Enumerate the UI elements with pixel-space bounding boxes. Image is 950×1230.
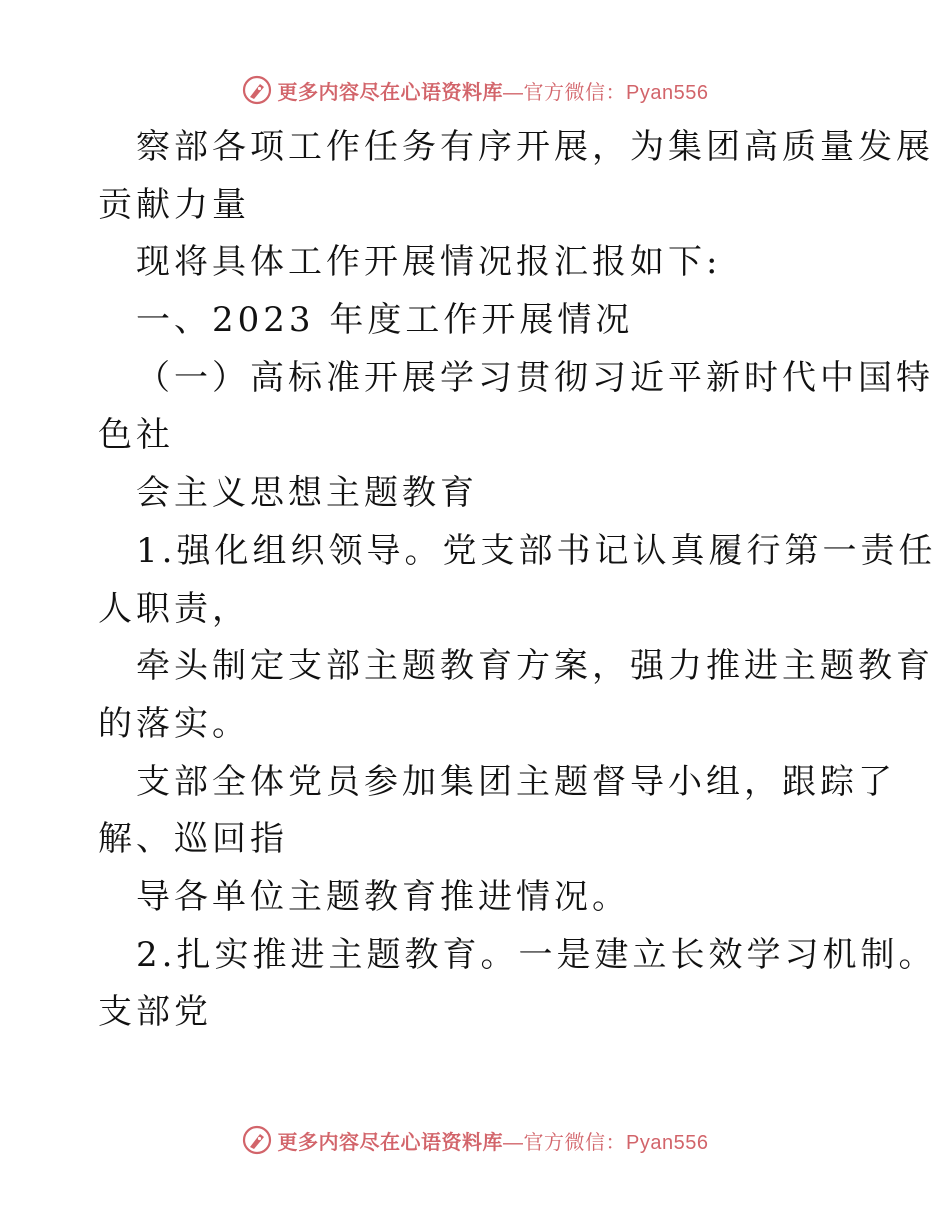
body-line-15: 2.扎实推进主题教育。一是建立长效学习机制。	[136, 934, 937, 975]
header-banner-main: 更多内容尽在心语资料库	[277, 81, 504, 104]
body-line-9: 人职责，	[98, 588, 250, 629]
footer-banner-sub: —官方微信：Pyan556	[503, 1131, 709, 1154]
header-banner-sub: —官方微信：Pyan556	[503, 81, 709, 104]
page-header	[0, 70, 950, 110]
pen-nib-circle-icon	[242, 1125, 272, 1155]
body-line-1: 察部各项工作任务有序开展，为集团高质量发展	[136, 127, 934, 167]
body-line-11: 的落实。	[98, 703, 250, 744]
header-banner-text	[278, 76, 709, 105]
body-line-16: 支部党	[98, 992, 212, 1033]
document-body	[98, 119, 937, 1042]
footer-banner-text	[278, 1126, 709, 1155]
section-heading-1: 一、2023 年度工作开展情况	[136, 300, 634, 341]
body-line-13: 解、巡回指	[98, 819, 288, 860]
footer-banner	[242, 1125, 709, 1155]
body-line-3: 现将具体工作开展情况报汇报如下:	[136, 242, 722, 283]
body-line-2: 贡献力量	[98, 184, 250, 225]
body-line-7: 会主义思想主题教育	[136, 473, 478, 514]
body-line-8: 1.强化组织领导。党支部书记认真履行第一责任	[136, 530, 937, 571]
body-line-6: 色社	[98, 415, 174, 456]
body-line-14: 导各单位主题教育推进情况。	[136, 876, 630, 917]
page-footer	[0, 1120, 950, 1160]
pen-nib-circle-icon	[242, 75, 272, 105]
header-banner	[242, 75, 709, 105]
subsection-heading-1: （一）高标准开展学习贯彻习近平新时代中国特	[136, 357, 934, 398]
body-line-10: 牵头制定支部主题教育方案，强力推进主题教育	[136, 646, 934, 687]
body-line-12: 支部全体党员参加集团主题督导小组，跟踪了	[136, 761, 896, 802]
footer-banner-main: 更多内容尽在心语资料库	[277, 1131, 504, 1154]
